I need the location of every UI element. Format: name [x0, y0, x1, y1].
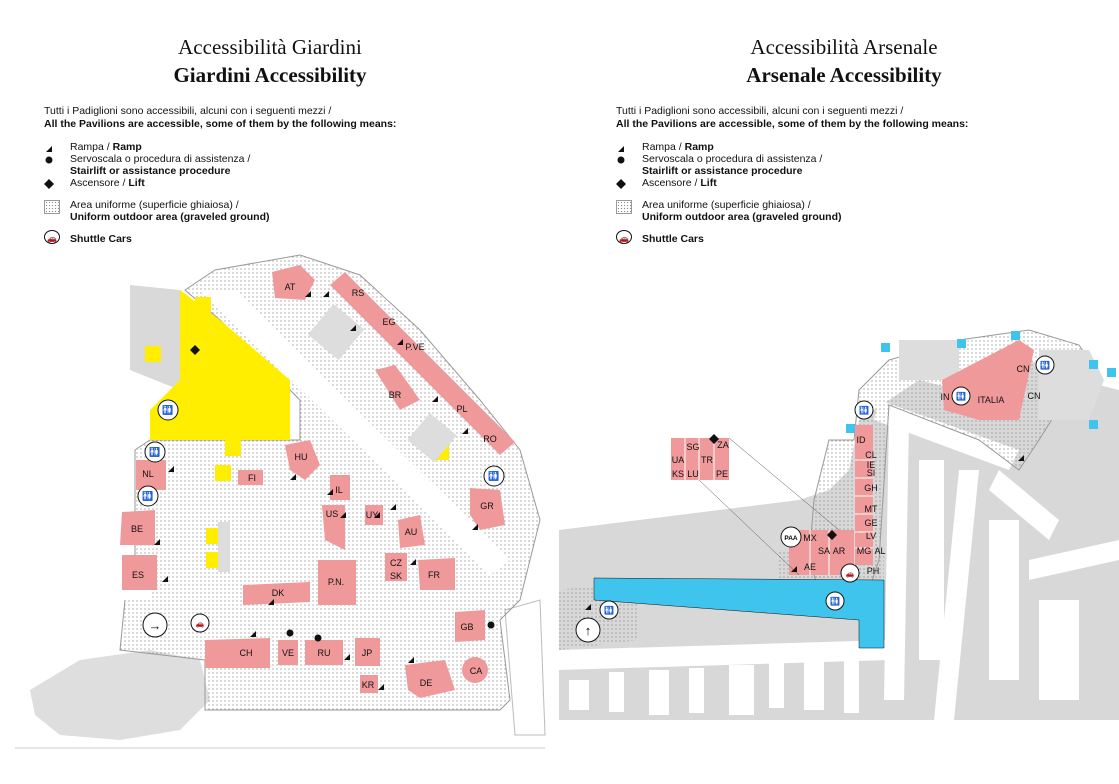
label-ID: ID	[856, 435, 866, 445]
label-DK: DK	[271, 588, 285, 598]
label-SI: SI	[866, 468, 876, 478]
legend-lift-en: Lift	[700, 177, 717, 189]
legend-stair-en: Stairlift or assistance procedure	[70, 165, 231, 177]
label-EG: EG	[382, 317, 396, 327]
label-ITALIA: ITALIA	[977, 395, 1005, 405]
label-BR: BR	[388, 390, 402, 400]
giardini-intro-it: Tutti i Padiglioni sono accessibili, alcuni con i seguenti mezzi /	[44, 105, 332, 117]
label-PAA: PAA	[784, 535, 798, 542]
pavilion-CH	[205, 638, 270, 668]
label-FR: FR	[428, 570, 440, 580]
giardini-intro	[44, 105, 396, 131]
label-AE: AE	[803, 562, 817, 572]
giardini-title-it: Accessibilità Giardini	[178, 35, 362, 59]
svg-text:🚻: 🚻	[956, 392, 966, 401]
canal-edge	[505, 600, 545, 735]
label-DE: DE	[419, 678, 433, 688]
label-PL: PL	[456, 404, 468, 414]
label-CN: CN	[1016, 364, 1030, 374]
legend-stair-en: Stairlift or assistance procedure	[642, 165, 803, 177]
label-SG: SG	[686, 442, 700, 452]
legend-ramp-it: Rampa /	[642, 141, 685, 153]
label-UY: UY	[365, 510, 379, 520]
giardini-map	[0, 250, 559, 784]
grey-building	[130, 285, 180, 390]
lift-icon	[44, 178, 58, 190]
label-JP: JP	[361, 648, 373, 658]
arsenale-intro-en: All the Pavilions are accessible, some of them by the following means:	[616, 118, 969, 130]
legend-ramp-en: Ramp	[684, 141, 714, 153]
legend-lift-it: Ascensore /	[70, 177, 129, 189]
label-RO: RO	[483, 434, 497, 444]
svg-text:🚻: 🚻	[149, 447, 161, 457]
giardini-title	[140, 33, 400, 89]
legend-lift-en: Lift	[128, 177, 145, 189]
legend-shuttle: Shuttle Cars	[70, 233, 132, 245]
label-IN: IN	[940, 392, 950, 402]
label-ES: ES	[131, 570, 145, 580]
giardini-title-en: Giardini Accessibility	[173, 63, 367, 87]
svg-text:→: →	[148, 618, 162, 633]
giardini-legend	[44, 141, 270, 245]
arsenale-intro	[616, 105, 968, 131]
label-PVE: P.VE	[405, 342, 425, 352]
label-HU: HU	[294, 452, 308, 462]
legend-lift-it: Ascensore /	[642, 177, 701, 189]
label-CL: CL	[865, 450, 877, 460]
label-PH: PH	[866, 566, 880, 576]
legend-area-en: Uniform outdoor area (graveled ground)	[642, 211, 842, 223]
label-NL: NL	[142, 469, 154, 479]
label-GB: GB	[460, 622, 474, 632]
arsenale-legend	[616, 141, 842, 245]
label-MT: MT	[864, 504, 878, 514]
shuttle-car-icon: 🚗	[44, 230, 60, 244]
svg-text:🚻: 🚻	[162, 405, 174, 415]
label-CH: CH	[239, 648, 253, 658]
label-RS: RS	[351, 288, 365, 298]
label-SK: SK	[389, 571, 403, 581]
svg-text:↑: ↑	[584, 623, 592, 638]
label-AL: AL	[874, 546, 886, 556]
label-AT: AT	[284, 282, 296, 292]
legend-area-it: Area uniforme (superficie ghiaiosa) /	[70, 199, 239, 211]
label-LV: LV	[865, 531, 877, 541]
label-PN: P.N.	[327, 577, 345, 587]
label-TR: TR	[701, 455, 713, 465]
label-GH: GH	[864, 483, 878, 493]
svg-text:🚗: 🚗	[195, 621, 205, 628]
arsenale-map	[559, 250, 1119, 784]
grey-area	[30, 650, 210, 740]
svg-text:🚻: 🚻	[1040, 361, 1050, 370]
label-AR: AR	[832, 546, 846, 556]
label-MX: MX	[803, 533, 817, 543]
label-GE: GE	[864, 518, 878, 528]
pavilion-strip-ID-PH	[855, 425, 873, 565]
shuttle-car-icon: 🚗	[616, 230, 632, 244]
label-US: US	[325, 509, 339, 519]
label-KR: KR	[361, 680, 375, 690]
label-SA: SA	[817, 546, 831, 556]
svg-text:🚻: 🚻	[604, 606, 614, 615]
label-GR: GR	[480, 501, 494, 511]
label-LU: LU	[687, 469, 699, 479]
arsenale-title	[714, 33, 974, 89]
svg-text:🚻: 🚻	[859, 406, 869, 415]
label-RU: RU	[317, 648, 331, 658]
label-CZ: CZ	[390, 558, 402, 568]
svg-text:🚗: 🚗	[845, 571, 855, 578]
label-FI: FI	[248, 473, 256, 483]
giardini-intro-en: All the Pavilions are accessible, some of them by the following means:	[44, 118, 397, 130]
label-ZA: ZA	[717, 440, 729, 450]
arsenale-title-en: Arsenale Accessibility	[746, 63, 942, 87]
label-VE: VE	[281, 648, 295, 658]
legend-ramp-en: Ramp	[112, 141, 142, 153]
arsenale-intro-it: Tutti i Padiglioni sono accessibili, alcuni con i seguenti mezzi /	[616, 105, 904, 117]
legend-area-it: Area uniforme (superficie ghiaiosa) /	[642, 199, 811, 211]
legend-ramp-it: Rampa /	[70, 141, 113, 153]
legend-area-en: Uniform outdoor area (graveled ground)	[70, 211, 270, 223]
lift-icon	[616, 178, 630, 190]
label-AU: AU	[404, 527, 418, 537]
label-IL: IL	[335, 485, 343, 495]
label-IE: IE	[866, 460, 876, 470]
label-CA: CA	[469, 666, 483, 676]
svg-text:🚻: 🚻	[488, 471, 500, 481]
legend-stair-it: Servoscala o procedura di assistenza /	[70, 153, 251, 165]
svg-text:🚻: 🚻	[142, 491, 154, 501]
label-CN-2: CN	[1027, 391, 1041, 401]
label-UA: UA	[671, 455, 685, 465]
label-MG: MG	[856, 546, 872, 556]
label-BE: BE	[130, 524, 144, 534]
arsenale-panel	[559, 0, 1119, 784]
label-KS: KS	[671, 469, 685, 479]
legend-shuttle: Shuttle Cars	[642, 233, 704, 245]
giardini-panel	[0, 0, 559, 784]
yellow-area	[195, 297, 211, 313]
svg-text:🚻: 🚻	[830, 597, 840, 606]
label-PE: PE	[715, 469, 729, 479]
arsenale-title-it: Accessibilità Arsenale	[750, 35, 938, 59]
legend-stair-it: Servoscala o procedura di assistenza /	[642, 153, 823, 165]
